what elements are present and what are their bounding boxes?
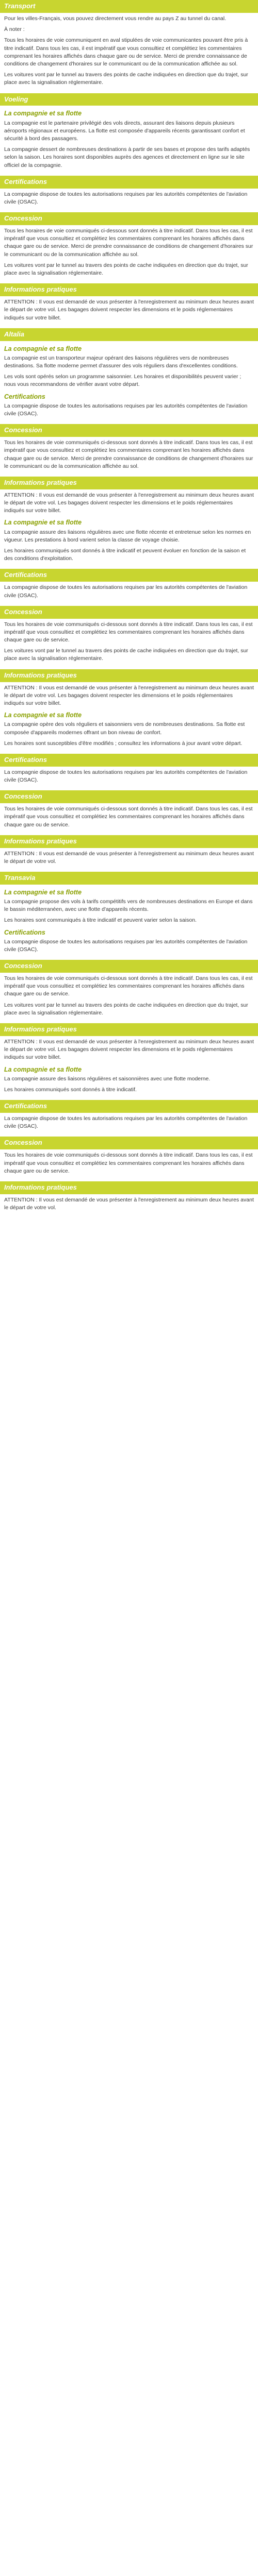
section-header: Concession bbox=[0, 212, 258, 225]
sub-section-title: La compagnie et sa flotte bbox=[4, 1065, 82, 1073]
section-body bbox=[0, 439, 258, 477]
paragraph: Les voitures vont par le tunnel au travers des points de cache indiquées en direction que du trajet, sur place avec la signalisation réglementaire. bbox=[4, 72, 248, 86]
paragraph: À noter : bbox=[4, 26, 25, 33]
paragraph: La compagnie assure des liaisons régulières et saisonnières avec une flotte moderne. bbox=[4, 1075, 211, 1082]
sub-section-title: Certifications bbox=[4, 928, 45, 936]
paragraph: Les horaires communiqués sont donnés à titre indicatif et peuvent évoluer en fonction de la saison et des conditions d'exploitation. bbox=[4, 548, 246, 562]
paragraph: La compagnie assure des liaisons régulières avec une flotte récente et entretenue selon les normes en vigueur. Les prestations à bord varient selon la classe de voyage choisie. bbox=[4, 529, 251, 543]
paragraph: Tous les horaires de voie communiqués ci-dessous sont donnés à titre indicatif. Dans tous les cas, il est impératif que vous consultiez et complétiez les commentaires comprenant les horaires affichés dans chaque gare ou de service. Merci de prendre connaissance de conditions de changement d'horaires sur le communicant ou de la communication affichée au sol. bbox=[4, 228, 253, 258]
paragraph: La compagnie dispose de toutes les autorisations requises par les autorités compétentes de l'aviation civile (OSAC). bbox=[4, 584, 248, 599]
paragraph: ATTENTION : Il vous est demandé de vous présenter à l'enregistrement au minimum deux heures avant le départ de votre vol. Les bagages doivent respecter les dimensions et le poids réglementaires indiqués sur votre billet. bbox=[4, 1038, 254, 1061]
paragraph: Tous les horaires de voie communiquent en aval stipulées de voie communicantes pouvant être pris à titre indicatif. Dans tous les cas, il est impératif que vous consultiez et complétiez les commentaires comprenant les horaires affichés dans chaque gare ou de service. Merci de prendre connaissance de conditions de changement d'horaires sur le communicant ou de la communication affichée au sol. bbox=[4, 37, 248, 67]
paragraph: Tous les horaires de voie communiqués ci-dessous sont donnés à titre indicatif. Dans tous les cas, il est impératif que vous consultiez et complétiez les commentaires comprenant les horaires affichés dans chaque gare ou de service. bbox=[4, 621, 253, 643]
paragraph: Pour les villes-Français, vous pouvez directement vous rendre au pays Z au tunnel du canal. bbox=[4, 15, 227, 22]
section-header: Concession bbox=[0, 606, 258, 619]
section-header: Voeling bbox=[0, 93, 258, 106]
section-header: Concession bbox=[0, 1137, 258, 1149]
paragraph: Les voitures vont par le tunnel au travers des points de cache indiquées en direction que du trajet, sur place avec la signalisation réglementaire. bbox=[4, 1002, 248, 1016]
section-body bbox=[0, 805, 258, 835]
paragraph: Tous les horaires de voie communiqués ci-dessous sont donnés à titre indicatif. Dans tous les cas, il est impératif que vous consultiez et complétiez les commentaires comprenant les horaires affichés dans chaque gare ou de service. bbox=[4, 1152, 253, 1174]
section-header: Concession bbox=[0, 790, 258, 803]
section-body bbox=[0, 191, 258, 212]
section-body bbox=[0, 850, 258, 872]
paragraph: La compagnie propose des vols à tarifs compétitifs vers de nombreuses destinations en Europe et dans le bassin méditerranéen, avec une flotte d'appareils récents. bbox=[4, 898, 253, 913]
sub-section-title: La compagnie et sa flotte bbox=[4, 110, 82, 117]
section-header: Concession bbox=[0, 960, 258, 973]
section-header: Informations pratiques bbox=[0, 283, 258, 296]
sub-section-title: La compagnie et sa flotte bbox=[4, 345, 82, 352]
section-body bbox=[0, 684, 258, 754]
paragraph: La compagnie est le partenaire privilégié des vols directs, assurant des liaisons depuis plusieurs aéroports régionaux et européens. La flotte est composée d'appareils récents garantissant confort et sécurité à bord des passagers. bbox=[4, 120, 245, 142]
paragraph: Les vols sont opérés selon un programme saisonnier. Les horaires et disponibilités peuvent varier ; nous vous recommandons de vérifier avant votre départ. bbox=[4, 374, 241, 388]
section-body bbox=[0, 227, 258, 283]
section-body bbox=[0, 584, 258, 605]
section-header: Concession bbox=[0, 424, 258, 437]
paragraph: ATTENTION : Il vous est demandé de vous présenter à l'enregistrement au minimum deux heures avant le départ de votre vol. bbox=[4, 850, 254, 865]
section-header: Altalia bbox=[0, 328, 258, 341]
sub-section-title: La compagnie et sa flotte bbox=[4, 711, 82, 719]
section-body bbox=[0, 769, 258, 790]
section-body bbox=[0, 888, 258, 960]
paragraph: La compagnie est un transporteur majeur opérant des liaisons régulières vers de nombreuses destinations. Sa flotte moderne permet d'assurer des vols réguliers dans d'excellentes conditions. bbox=[4, 354, 238, 369]
section-header: Transavia bbox=[0, 872, 258, 885]
section-body bbox=[0, 344, 258, 425]
paragraph: ATTENTION : Il vous est demandé de vous présenter à l'enregistrement au minimum deux heures avant le départ de votre vol. Les bagages doivent respecter les dimensions et le poids réglementaires indiqués sur votre billet. bbox=[4, 299, 254, 321]
paragraph: Tous les horaires de voie communiqués ci-dessous sont donnés à titre indicatif. Dans tous les cas, il est impératif que vous consultiez et complétiez les commentaires comprenant les horaires affichés dans chaque gare ou de service. bbox=[4, 806, 253, 828]
sub-section-title: Certifications bbox=[4, 393, 45, 400]
section-body bbox=[0, 975, 258, 1023]
section-body bbox=[0, 1115, 258, 1137]
section-body bbox=[0, 492, 258, 569]
section-body bbox=[0, 1038, 258, 1100]
paragraph: La compagnie dispose de toutes les autorisations requises par les autorités compétentes de l'aviation civile (OSAC). bbox=[4, 1115, 248, 1130]
paragraph: La compagnie dispose de toutes les autorisations requises par les autorités compétentes de l'aviation civile (OSAC). bbox=[4, 769, 248, 783]
section-body bbox=[0, 298, 258, 328]
paragraph: La compagnie dispose de toutes les autorisations requises par les autorités compétentes de l'aviation civile (OSAC). bbox=[4, 402, 248, 417]
paragraph: La compagnie dessert de nombreuses destinations à partir de ses bases et propose des tarifs adaptés selon la saison. Les horaires sont disponibles auprès des agences et directement en ligne sur le site officiel de la compagnie. bbox=[4, 146, 250, 168]
sub-section-title: La compagnie et sa flotte bbox=[4, 519, 82, 527]
section-body bbox=[0, 621, 258, 669]
paragraph: Les horaires communiqués sont donnés à titre indicatif. bbox=[4, 1086, 137, 1093]
paragraph: ATTENTION : Il vous est demandé de vous présenter à l'enregistrement au minimum deux heures avant le départ de votre vol. Les bagages doivent respecter les dimensions et le poids réglementaires indiqués sur votre billet. bbox=[4, 684, 254, 706]
paragraph: Les voitures vont par le tunnel au travers des points de cache indiquées en direction que du trajet, sur place avec la signalisation réglementaire. bbox=[4, 648, 248, 662]
section-header: Certifications bbox=[0, 754, 258, 767]
section-header: Certifications bbox=[0, 1100, 258, 1113]
paragraph: La compagnie dispose de toutes les autorisations requises par les autorités compétentes de l'aviation civile (OSAC). bbox=[4, 938, 248, 953]
section-header: Transport bbox=[0, 0, 258, 13]
paragraph: La compagnie opère des vols réguliers et saisonniers vers de nombreuses destinations. Sa flotte est composée d'appareils modernes offrant un bon niveau de confort. bbox=[4, 721, 245, 736]
section-header: Informations pratiques bbox=[0, 835, 258, 848]
sub-section-title: La compagnie et sa flotte bbox=[4, 888, 82, 896]
section-header: Certifications bbox=[0, 176, 258, 189]
section-body bbox=[0, 1151, 258, 1181]
paragraph: Tous les horaires de voie communiqués ci-dessous sont donnés à titre indicatif. Dans tous les cas, il est impératif que vous consultiez et complétiez les commentaires comprenant les horaires affichés dans chaque gare ou de service. Merci de prendre connaissance de conditions de changement d'horaires sur le communicant ou de la communication affichée au sol. bbox=[4, 439, 253, 469]
paragraph: ATTENTION : Il vous est demandé de vous présenter à l'enregistrement au minimum deux heures avant le départ de votre vol. Les bagages doivent respecter les dimensions et le poids réglementaires indiqués sur votre billet. bbox=[4, 492, 254, 514]
paragraph: ATTENTION : Il vous est demandé de vous présenter à l'enregistrement au minimum deux heures avant le départ de votre vol. bbox=[4, 1196, 254, 1211]
section-header: Certifications bbox=[0, 569, 258, 582]
section-body bbox=[0, 109, 258, 175]
paragraph: La compagnie dispose de toutes les autorisations requises par les autorités compétentes de l'aviation civile (OSAC). bbox=[4, 191, 248, 205]
section-header: Informations pratiques bbox=[0, 477, 258, 489]
page bbox=[0, 0, 258, 1218]
paragraph: Les horaires sont communiqués à titre indicatif et peuvent varier selon la saison. bbox=[4, 917, 197, 924]
section-header: Informations pratiques bbox=[0, 1181, 258, 1194]
section-header: Informations pratiques bbox=[0, 1023, 258, 1036]
paragraph: Les horaires sont susceptibles d'être modifiés ; consultez les informations à jour avant votre départ. bbox=[4, 740, 243, 747]
section-body bbox=[0, 1196, 258, 1218]
paragraph: Tous les horaires de voie communiqués ci-dessous sont donnés à titre indicatif. Dans tous les cas, il est impératif que vous consultiez et complétiez les commentaires comprenant les horaires affichés dans chaque gare ou de service. bbox=[4, 975, 253, 997]
section-header: Informations pratiques bbox=[0, 669, 258, 682]
section-body bbox=[0, 15, 258, 93]
paragraph: Les voitures vont par le tunnel au travers des points de cache indiquées en direction que du trajet, sur place avec la signalisation réglementaire. bbox=[4, 262, 248, 277]
